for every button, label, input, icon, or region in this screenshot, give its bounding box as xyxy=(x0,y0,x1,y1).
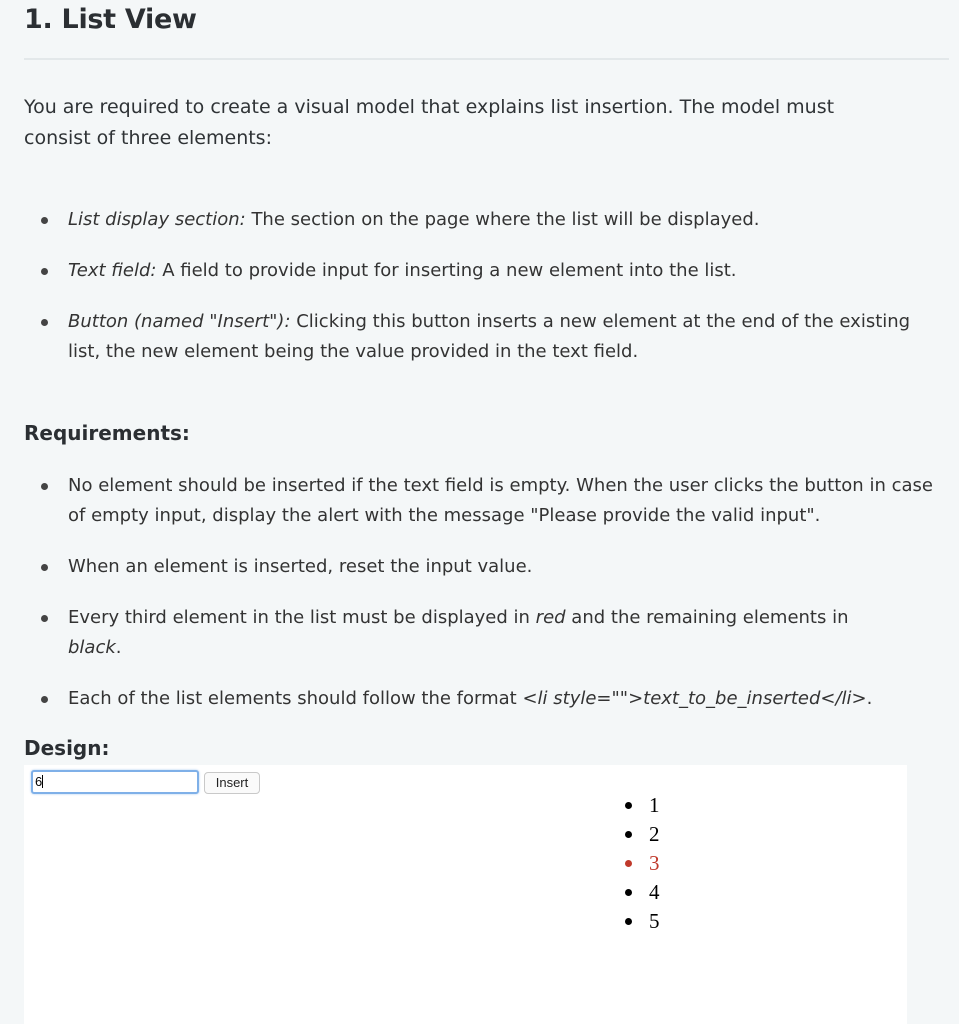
bullet-icon xyxy=(625,802,632,809)
requirement-text: No element should be inserted if the text field is empty. When the user clicks the button in case of empty input, display the alert with the message "Please provide the valid input". xyxy=(68,475,933,526)
bullet-icon xyxy=(41,268,48,275)
list-item xyxy=(24,307,944,367)
input-value: 6 xyxy=(35,774,43,789)
term-description: The section on the page where the list will be displayed. xyxy=(245,209,760,230)
bullet-icon xyxy=(625,860,632,867)
bullet-icon xyxy=(41,319,48,326)
list-item xyxy=(24,684,944,714)
list-item xyxy=(24,205,944,235)
requirement-text: and the remaining elements in xyxy=(565,607,849,628)
page-title: 1. List View xyxy=(24,4,197,35)
bullet-icon xyxy=(41,696,48,703)
display-list xyxy=(622,791,660,936)
list-item xyxy=(24,552,944,582)
list-item xyxy=(24,256,944,286)
bullet-icon xyxy=(625,889,632,896)
display-list-item: 4 xyxy=(622,878,660,907)
display-list-item: 2 xyxy=(622,820,660,849)
divider xyxy=(24,58,949,60)
requirement-text: When an element is inserted, reset the input value. xyxy=(68,556,533,577)
list-item xyxy=(24,603,944,663)
display-list-item: 5 xyxy=(622,907,660,936)
design-preview xyxy=(24,765,907,1024)
term-label: Text field: xyxy=(68,260,157,281)
term-description: A field to provide input for inserting a new element into the list. xyxy=(156,260,737,281)
format-code: <li style="">text_to_be_inserted</li> xyxy=(522,688,867,709)
elements-list xyxy=(24,205,944,367)
requirement-text: . xyxy=(866,688,873,709)
display-list-item: 3 xyxy=(622,849,660,878)
bullet-icon xyxy=(41,483,48,490)
bullet-icon xyxy=(41,217,48,224)
bullet-icon xyxy=(625,831,632,838)
list-item xyxy=(24,471,944,531)
bullet-icon xyxy=(625,918,632,925)
term-label: Button (named "Insert"): xyxy=(68,311,291,332)
requirement-text: Every third element in the list must be displayed in xyxy=(68,607,536,628)
requirements-heading: Requirements: xyxy=(24,421,190,445)
term-description: Clicking this button inserts a new element at the end of the existing list, the new element being the value provided in the text field. xyxy=(68,311,911,362)
term-label: List display section: xyxy=(68,209,246,230)
insert-button[interactable]: Insert xyxy=(204,772,260,794)
black-term: black xyxy=(68,637,116,658)
bullet-icon xyxy=(41,564,48,571)
text-caret xyxy=(42,775,43,788)
text-input[interactable] xyxy=(31,770,199,794)
requirement-text: . xyxy=(115,637,122,658)
requirement-text: Each of the list elements should follow the format xyxy=(68,688,523,709)
requirements-list xyxy=(24,471,944,714)
bullet-icon xyxy=(41,615,48,622)
red-term: red xyxy=(535,607,566,628)
display-list-item: 1 xyxy=(622,791,660,820)
intro-paragraph: You are required to create a visual model that explains list insertion. The model must consist of three elements: xyxy=(24,96,835,149)
design-heading: Design: xyxy=(24,736,110,760)
